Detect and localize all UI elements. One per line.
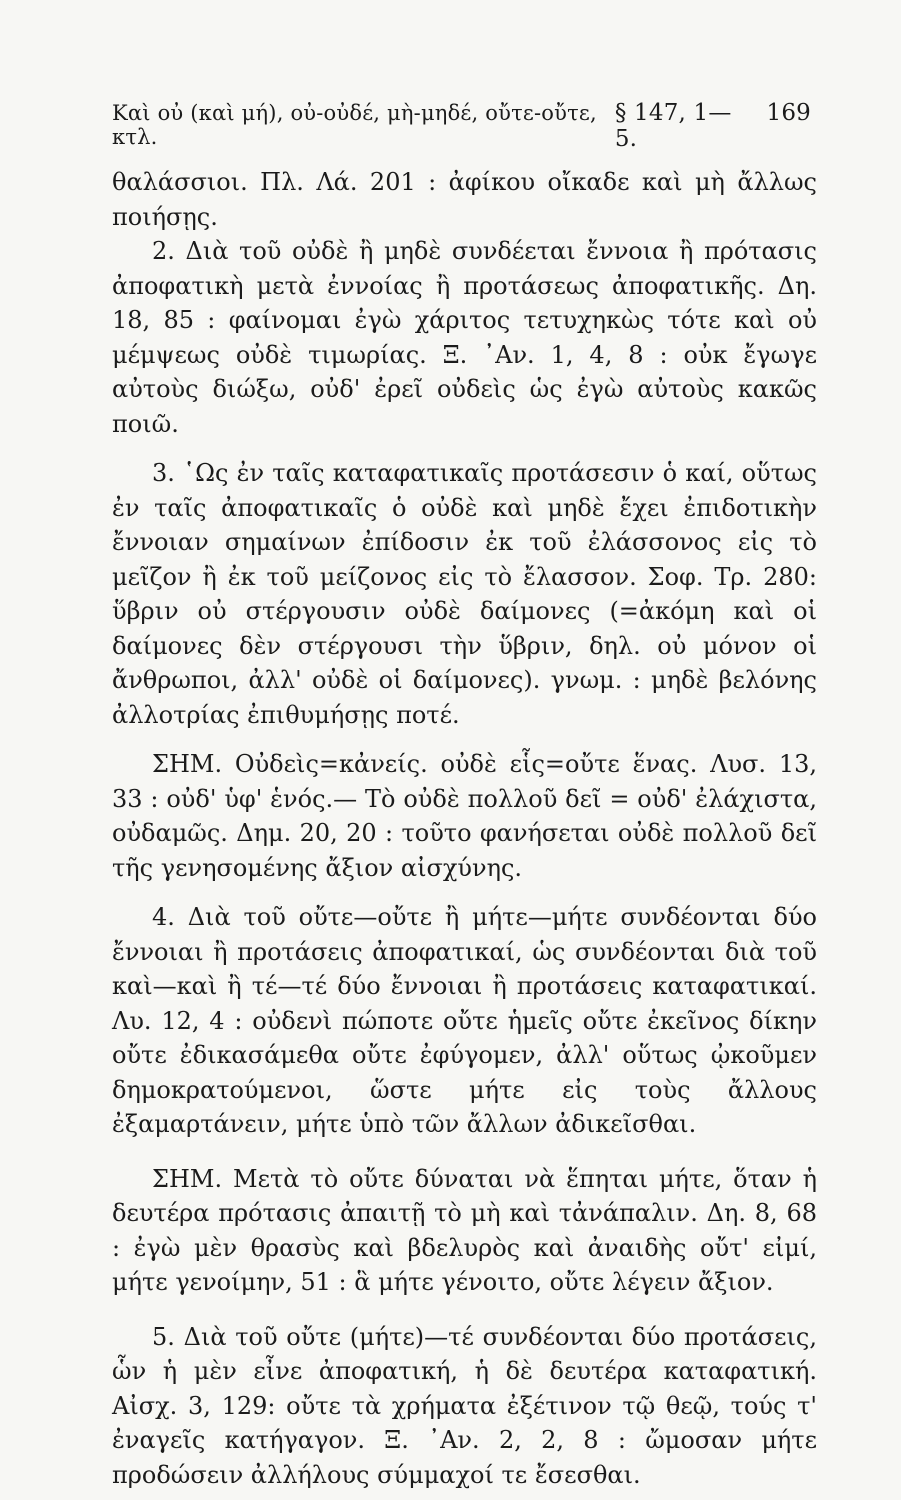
paragraph-section-5: 5. Διὰ τοῦ οὔτε (μήτε)—τέ συνδέονται δύο προτάσεις, ὧν ἡ μὲν εἶνε ἀποφατική, ἡ δὲ δευτέρα καταφατική. Αἰσχ. 3, 129: οὔτε τὰ χρήματα ἐξέτινον τῷ θεῷ, τούς τ' ἐναγεῖς κατήγαγον. Ξ. ᾿Αν. 2, 2, 8 : ὤμοσαν μήτε προδώσειν ἀλλήλους σύμμαχοί τε ἔσεσθαι.: [112, 1322, 817, 1489]
paragraph-section-3: 3. ῾Ως ἐν ταῖς καταφατικαῖς προτάσεσιν ὁ καί, οὕτως ἐν ταῖς ἀποφατικαῖς ὁ οὐδὲ καὶ μηδὲ ἔχει ἐπιδοτικὴν ἔννοιαν σημαίνων ἐπίδοσιν ἐκ τοῦ ἐλάσσονος εἰς τὸ μεῖζον ἢ ἐκ τοῦ μείζονος εἰς τὸ ἔλασσον. Σοφ. Τρ. 280: ὕβριν οὐ στέργουσιν οὐδὲ δαίμονες (=ἀκόμη καὶ οἱ δαίμονες δὲν στέργουσι τὴν ὕβριν, δηλ. οὐ μόνον οἱ ἄνθρωποι, ἀλλ' οὐδὲ οἱ δαίμονες). γνωμ. : μηδὲ βελόνης ἀλλοτρίας ἐπιθυμήσῃς ποτέ.: [112, 459, 817, 729]
paragraph-note-1: ΣΗΜ. Οὐδεὶς=κἀνείς. οὐδὲ εἷς=οὔτε ἕνας. Λυσ. 13, 33 : οὐδ' ὑφ' ἑνός.— Τὸ οὐδὲ πολλοῦ δεῖ = οὐδ' ἐλάχιστα, οὐδαμῶς. Δημ. 20, 20 : τοῦτο φανήσεται οὐδὲ πολλοῦ δεῖ τῆς γενησομένης ἄξιον αἰσχύνης.: [112, 750, 817, 882]
header-right: [615, 100, 811, 152]
page-number: 169: [766, 100, 811, 126]
running-header: [112, 100, 811, 152]
paragraph-section-4: 4. Διὰ τοῦ οὔτε—οὔτε ἢ μήτε—μήτε συνδέονται δύο ἔννοιαι ἢ προτάσεις ἀποφατικαί, ὡς συνδέονται διὰ τοῦ καὶ—καὶ ἢ τέ—τέ δύο ἔννοιαι ἢ προτάσεις καταφατικαί. Λυ. 12, 4 : οὐδενὶ πώποτε οὔτε ἡμεῖς οὔτε ἐκεῖνος δίκην οὔτε ἐδικασάμεθα οὔτε ἐφύγομεν, ἀλλ' οὕτως ᾠκοῦμεν δημοκρατούμενοι, ὥστε μήτε εἰς τοὺς ἄλλους ἐξαμαρτάνειν, μήτε ὑπὸ τῶν ἄλλων ἀδικεῖσθαι.: [112, 903, 817, 1138]
paragraph-note-2: ΣΗΜ. Μετὰ τὸ οὔτε δύναται νὰ ἕπηται μήτε, ὅταν ἡ δευτέρα πρότασις ἀπαιτῇ τὸ μὴ καὶ τἀνάπαλιν. Δη. 8, 68 : ἐγὼ μὲν θρασὺς καὶ βδελυρὸς καὶ ἀναιδὴς οὔτ' εἰμί, μήτε γενοίμην, 51 : ἃ μήτε γένοιτο, οὔτε λέγειν ἄξιον.: [112, 1164, 817, 1296]
paragraph-section-2: 2. Διὰ τοῦ οὐδὲ ἢ μηδὲ συνδέεται ἔννοια ἢ πρότασις ἀποφατικὴ μετὰ ἐννοίας ἢ προτάσεως ἀποφατικῆς. Δη. 18, 85 : φαίνομαι ἐγὼ χάριτος τετυχηκὼς τότε καὶ οὐ μέμψεως οὐδὲ τιμωρίας. Ξ. ᾿Αν. 1, 4, 8 : οὐκ ἔγωγε αὐτοὺς διώξω, οὐδ' ἐρεῖ οὐδεὶς ὡς ἐγὼ αὐτοὺς κακῶς ποιῶ.: [112, 237, 817, 438]
page-body: [112, 165, 817, 1492]
paragraph-continuation: θαλάσσιοι. Πλ. Λά. 201 : ἀφίκου οἴκαδε καὶ μὴ ἄλλως ποιήσῃς.: [112, 168, 817, 231]
section-reference: § 147, 1—5.: [614, 100, 732, 152]
running-title: Καὶ οὐ (καὶ μή), οὐ-οὐδέ, μὴ-μηδέ, οὔτε-οὔτε, κτλ.: [112, 101, 597, 149]
